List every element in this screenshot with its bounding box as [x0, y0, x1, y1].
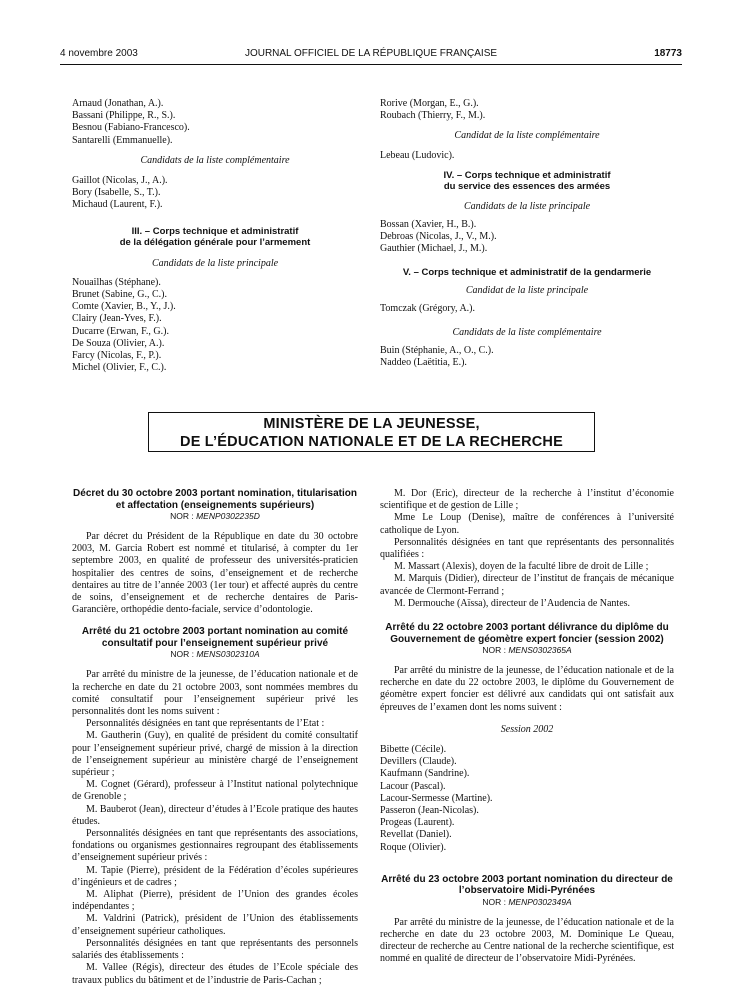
header-rule [60, 64, 682, 65]
list-item: Roubach (Thierry, F., M.). [380, 110, 486, 122]
nor-label: NOR : [482, 896, 506, 907]
nor-label: NOR : [170, 511, 194, 521]
nor-label: NOR : [482, 645, 506, 656]
list-item: Santarelli (Emmanuelle). [72, 134, 173, 146]
paragraph: M. Marquis (Didier), directeur de l’institut de français de mécanique avancée de Clermont-Ferrand ; [380, 573, 674, 597]
list-item: Farcy (Nicolas, F., P.). [72, 350, 162, 362]
paragraph: M. Cognet (Gérard), professeur à l’Institut national polytechnique de Grenoble ; [72, 779, 358, 803]
section-heading [380, 170, 674, 193]
paragraph: Personnalités désignées en tant que représentants des personnalités qualifiées : [380, 536, 674, 561]
page-header [60, 48, 682, 62]
left-top-column [72, 98, 358, 374]
list-item: Michaud (Laurent, F.). [72, 199, 163, 211]
section-heading: V. – Corps technique et administratif de la gendarmerie [402, 266, 652, 278]
nor-code: MENP0302349A [508, 896, 572, 907]
list-item: Comte (Xavier, B., Y., J.). [72, 301, 176, 313]
list-item: Revellat (Daniel). [380, 829, 452, 841]
list-item: Debroas (Nicolas, J., V., M.). [380, 231, 497, 243]
paragraph: Personnalités désignées en tant que représentants des personnels salariés des établissements : [72, 937, 358, 962]
paragraph: Personnalités désignées en tant que représentants des associations, fondations ou organismes gestionnaires regroupant des établissements d’enseignement supérieur privés : [72, 828, 358, 864]
list-heading: Candidats de la liste principale [151, 257, 279, 269]
name-list [380, 98, 674, 122]
name-list [72, 175, 358, 212]
arrete-title: Arrêté du 22 octobre 2003 portant délivrance du diplôme du Gouvernement de géomètre expert foncier (session 2002) [385, 622, 669, 645]
section-heading-line: IV. – Corps technique et administratif [443, 169, 611, 181]
paragraph: Par arrêté du ministre de la jeunesse, de l’éducation nationale et de la recherche en date du 21 octobre 2003, sont nommées membres du comité consultatif pour l’enseignement supérieur privé les personnalités dont les noms suivent : [72, 669, 358, 718]
right-lower-column [380, 488, 674, 966]
paragraph: M. Valdrini (Patrick), président de l’Union des établissements d’enseignement supérieur catholiques. [72, 913, 358, 937]
list-item: Gauthier (Michael, J., M.). [380, 243, 488, 255]
list-heading: Candidat de la liste principale [465, 285, 589, 297]
list-item: Nouailhas (Stéphane). [72, 276, 161, 288]
nor-label: NOR : [170, 649, 194, 660]
list-item: Bibette (Cécile). [380, 744, 447, 756]
decree-title: Décret du 30 octobre 2003 portant nomination, titularisation et affectation (enseignements supérieurs) [73, 488, 357, 511]
list-heading: Candidats de la liste complémentaire [452, 326, 602, 338]
name-list [380, 219, 674, 256]
arrete-body: Par arrêté du ministre de la jeunesse, de l’éducation nationale et de la recherche en date du 23 octobre 2003, M. Dominique Le Queau, directeur de recherche au Centre national de la recherche scientifique, est nommé en qualité de directeur de l’observatoire Midi-Pyrénées. [380, 916, 674, 965]
arrete-body-continued [380, 488, 674, 610]
ministry-heading-box [148, 412, 595, 452]
list-item: Devillers (Claude). [380, 756, 457, 768]
paragraph: M. Dor (Eric), directeur de la recherche à l’institut d’économie scientifique et de gestion de Lille ; [380, 488, 674, 512]
arrete-body [72, 669, 358, 986]
paragraph: M. Aliphat (Pierre), président de l’Union des grandes écoles indépendantes ; [72, 889, 358, 913]
nor-code: MENS0302310A [196, 649, 260, 660]
list-item: Kaufmann (Sandrine). [380, 768, 470, 780]
section-heading-line: III. – Corps technique et administratif [131, 225, 299, 237]
list-item: Lebeau (Ludovic). [380, 149, 455, 161]
nor-reference [72, 649, 358, 660]
list-heading: Candidat de la liste complémentaire [454, 130, 600, 142]
list-item: Lacour (Pascal). [380, 780, 446, 792]
list-item: Arnaud (Jonathan, A.). [72, 98, 164, 109]
list-item: Roque (Olivier). [380, 841, 447, 853]
section-heading-line: du service des essences des armées [443, 181, 611, 193]
paragraph: M. Vallee (Régis), directeur des études de l’Ecole spéciale des travaux publics du bâtiment et de l’industrie de Paris-Cachan ; [72, 962, 358, 986]
paragraph: M. Gautherin (Guy), en qualité de président du comité consultatif pour l’enseignement supérieur privé, chargé de mission à la direction de l’enseignement supérieur au ministère chargé de l’enseignement supérieur ; [72, 730, 358, 779]
name-list [380, 150, 674, 162]
paragraph: M. Massart (Alexis), doyen de la faculté libre de droit de Lille ; [394, 561, 649, 573]
list-item: Naddeo (Laëtitia, E.). [380, 356, 467, 368]
list-item: Tomczak (Grégory, A.). [380, 303, 476, 315]
nor-reference [380, 897, 674, 908]
name-list [380, 345, 674, 369]
list-item: Rorive (Morgan, E., G.). [380, 98, 479, 109]
paragraph: M. Bauberot (Jean), directeur d’études à l’Ecole pratique des hautes études. [72, 803, 358, 827]
right-top-column [380, 98, 674, 369]
arrete-body: Par arrêté du ministre de la jeunesse, de l’éducation nationale et de la recherche en date du 22 octobre 2003, le diplôme du Gouvernement de géomètre expert foncier est délivré aux candidats qui ont satisfait aux épreuves de l’examen dont les noms suivent : [380, 665, 674, 713]
list-heading: Candidats de la liste complémentaire [140, 154, 290, 166]
name-list [72, 98, 358, 147]
list-item: Progeas (Laurent). [380, 817, 455, 829]
journal-title: JOURNAL OFFICIEL DE LA RÉPUBLIQUE FRANÇAISE [244, 48, 498, 59]
paragraph: M. Tapie (Pierre), président de la Fédération d’écoles supérieures d’ingénieurs et de cadres ; [72, 864, 358, 888]
section-heading [72, 226, 358, 249]
arrete-title: Arrêté du 23 octobre 2003 portant nomination du directeur de l’observatoire Midi-Pyrénées [381, 873, 673, 897]
list-item: Bassani (Philippe, R., S.). [72, 110, 176, 122]
list-item: Gaillot (Nicolas, J., A.). [72, 175, 168, 187]
list-item: Lacour-Sermesse (Martine). [380, 792, 493, 804]
list-item: Bory (Isabelle, S., T.). [72, 187, 161, 199]
section-heading-line: de la délégation générale pour l’armement [119, 237, 311, 249]
list-item: Michel (Olivier, F., C.). [72, 362, 167, 374]
list-item: Clairy (Jean-Yves, F.). [72, 313, 162, 325]
left-lower-column [72, 488, 358, 987]
name-list [380, 303, 674, 315]
list-item: Bossan (Xavier, H., B.). [380, 219, 477, 231]
paragraph: M. Dermouche (Aïssa), directeur de l’Audencia de Nantes. [394, 597, 631, 609]
page-number: 18773 [654, 48, 682, 59]
ministry-line: MINISTÈRE DE LA JEUNESSE, [263, 416, 480, 432]
list-item: Passeron (Jean-Nicolas). [380, 805, 479, 817]
list-item: Besnou (Fabiano-Francesco). [72, 122, 190, 134]
list-item: Ducarre (Erwan, F., G.). [72, 325, 169, 337]
arrete-title: Arrêté du 21 octobre 2003 portant nomination au comité consultatif pour l’enseignement supérieur privé [81, 626, 349, 649]
nor-reference [380, 645, 674, 656]
nor-code: MENP0302235D [196, 511, 260, 521]
nor-reference [72, 511, 358, 522]
ministry-line: DE L’ÉDUCATION NATIONALE ET DE LA RECHERCHE [180, 434, 563, 450]
paragraph: Personnalités désignées en tant que représentants de l’Etat : [86, 718, 325, 730]
list-item: Brunet (Sabine, G., C.). [72, 289, 167, 301]
session-heading: Session 2002 [500, 723, 554, 735]
issue-date: 4 novembre 2003 [60, 48, 138, 59]
decree-body: Par décret du Président de la République en date du 30 octobre 2003, M. Garcia Robert est nommé et titularisé, à compter du 1er septembre 2003, en qualité de professeur des universités-praticien hospitalier des centres de soins, d’enseignement et de recherche dentaires au titre de l’année 2003 (1er tour) et affecté auprès du centre de soins, d’enseignement et de recherche dentaires de Paris-Garancière, orthopédie dento-faciale, service d’odontologie. [72, 531, 358, 616]
list-item: De Souza (Olivier, A.). [72, 337, 165, 349]
list-heading: Candidats de la liste principale [463, 200, 591, 212]
name-list [72, 277, 358, 375]
list-item: Buin (Stéphanie, A., O., C.). [380, 344, 494, 356]
nor-code: MENS0302365A [508, 645, 572, 656]
name-list [380, 744, 674, 854]
paragraph: Mme Le Loup (Denise), maître de conférences à l’université catholique de Lyon. [380, 512, 674, 536]
